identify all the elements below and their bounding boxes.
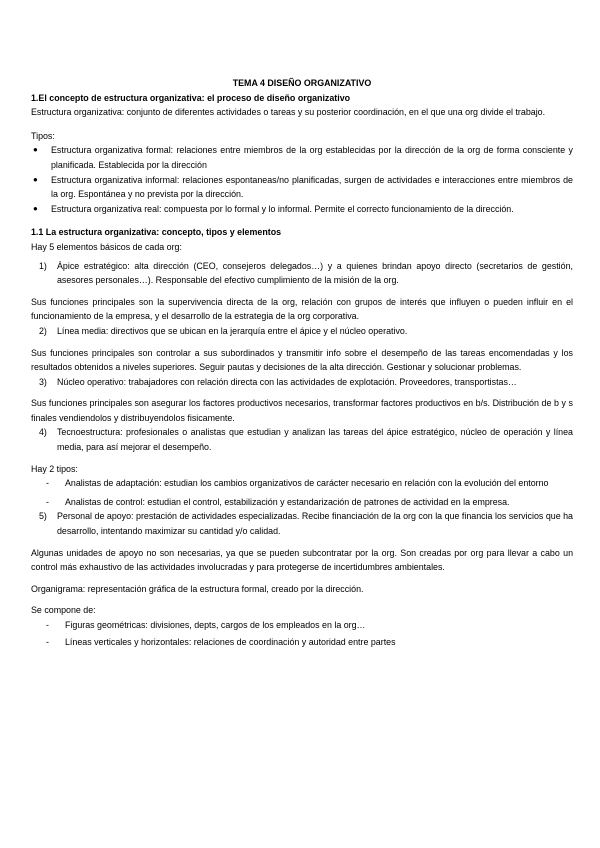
- list-item-text: Analistas de adaptación: estudian los cambios organizativos de carácter necesario en relación con la evolución del entorno: [65, 478, 549, 489]
- paragraph: Sus funciones principales son asegurar los factores productivos necesarios, transformar factores productivos en b/s. Distribución de b y s finales vendiendolos y distribuyendolos fisicamente.: [31, 398, 573, 423]
- item-number: 5): [39, 511, 47, 522]
- bullet-icon: ●: [33, 174, 38, 184]
- item-text: Línea media: directivos que se ubican en la jerarquía entre el ápice y el núcleo operativo.: [57, 325, 408, 336]
- analistas-list: [31, 476, 573, 509]
- list-item: [31, 143, 573, 172]
- item-text: Tecnoestructura: profesionales o analistas que estudian y analizan las tareas del ápice estratégico, núcleo de operación y línea media, para así mejorar el desempeño.: [57, 427, 573, 453]
- bullet-icon: ●: [33, 203, 38, 213]
- list-item-text: Estructura organizativa informal: relaciones espontaneas/no planificadas, surgen de actividades e interacciones entre miembros de la org. Espontánea y no prevista por la dirección.: [51, 174, 573, 200]
- item-text: Núcleo operativo: trabajadores con relación directa con las actividades de explotación. Proveedores, transportistas…: [57, 376, 517, 387]
- elements-list-5: [31, 509, 573, 538]
- elements-list-3: [31, 375, 573, 390]
- elements-list-1: [31, 259, 573, 288]
- page-title: TEMA 4 DISEÑO ORGANIZATIVO: [232, 78, 372, 88]
- item-number: 3): [39, 376, 47, 387]
- item-text: Personal de apoyo: prestación de actividades especializadas. Recibe financiación de la org con la que financia los servicios que ha desarrollo, intentando maximizar su cantidad y/o calidad.: [57, 511, 573, 537]
- list-item-text: Analistas de control: estudian el control, estabilización y estandarización de patrones de actividad en la empresa.: [65, 496, 510, 507]
- item-number: 4): [39, 427, 47, 438]
- definition-paragraph: Estructura organizativa: conjunto de diferentes actividades o tareas y su posterior coordinación, en el que una org divide el trabajo.: [31, 107, 546, 118]
- numbered-item: [31, 375, 573, 390]
- numbered-item: [31, 509, 573, 538]
- list-item-text: Líneas verticales y horizontales: relaciones de coordinación y autoridad entre partes: [65, 636, 396, 647]
- paragraph: Sus funciones principales son controlar a sus subordinados y transmitir info sobre el desempeño de las tareas encomendadas y los resultados obtenidos a niveles superiores. Seguir pautas y decisiones de la alta dirección. Gestionar y solucionar problemas.: [31, 347, 573, 373]
- list-item: [31, 618, 573, 633]
- elements-list-4: [31, 425, 573, 454]
- tipos-label: Tipos:: [31, 130, 55, 141]
- tipos2-label: Hay 2 tipos:: [31, 463, 78, 474]
- item-number: 2): [39, 325, 47, 336]
- list-item: [31, 635, 573, 650]
- numbered-item: [31, 425, 573, 454]
- list-item-text: Figuras geométricas: divisiones, depts, cargos de los empleados en la org…: [65, 620, 366, 630]
- dash-icon: -: [46, 620, 49, 630]
- elements-intro: Hay 5 elementos básicos de cada org:: [31, 241, 182, 252]
- item-number: 1): [39, 260, 47, 271]
- list-item-text: Estructura organizativa real: compuesta por lo formal y lo informal. Permite el correcto funcionamiento de la dirección.: [51, 203, 514, 214]
- compone-label: Se compone de:: [31, 605, 96, 616]
- organigrama-paragraph: Organigrama: representación gráfica de la estructura formal, creado por la dirección.: [31, 583, 364, 594]
- compone-list: [31, 618, 573, 649]
- dash-icon: -: [46, 496, 49, 507]
- section-heading-1: 1.El concepto de estructura organizativa: el proceso de diseño organizativo: [31, 92, 351, 103]
- tipos-list: [31, 143, 573, 216]
- numbered-item: [31, 259, 573, 288]
- numbered-item: [31, 324, 573, 339]
- paragraph: Sus funciones principales son la supervivencia directa de la org, relación con grupos de interés que influyen o pueden influir en el funcionamiento de la empresa, y el desarrollo de la estrategia de la org corporativa.: [31, 296, 573, 322]
- section-heading-1-1: 1.1 La estructura organizativa: concepto, tipos y elementos: [31, 227, 282, 238]
- paragraph: Algunas unidades de apoyo no son necesarias, ya que se pueden subcontratar por la org. Son creadas por org para llevar a cabo un control más exhaustivo de las actividades involucradas y para protegerse de incertidumbres ambientales.: [31, 547, 573, 573]
- list-item: [31, 202, 573, 217]
- bullet-icon: ●: [33, 145, 38, 155]
- list-item-text: Estructura organizativa formal: relaciones entre miembros de la org establecidas por la dirección de la org de forma consciente y planificada. Establecida por la dirección: [51, 145, 573, 170]
- list-item: [31, 495, 573, 510]
- dash-icon: -: [46, 478, 49, 489]
- list-item: [31, 173, 573, 202]
- list-item: [31, 476, 573, 491]
- elements-list-2: [31, 324, 573, 339]
- dash-icon: -: [46, 636, 49, 647]
- document-content: [31, 76, 573, 649]
- item-text: Ápice estratégico: alta dirección (CEO, consejeros delegados…) y a quienes brindan apoyo directo (secretarios de gestión, asesores personales…). Responsable del efectivo cumplimiento de la misión de la org.: [57, 260, 573, 286]
